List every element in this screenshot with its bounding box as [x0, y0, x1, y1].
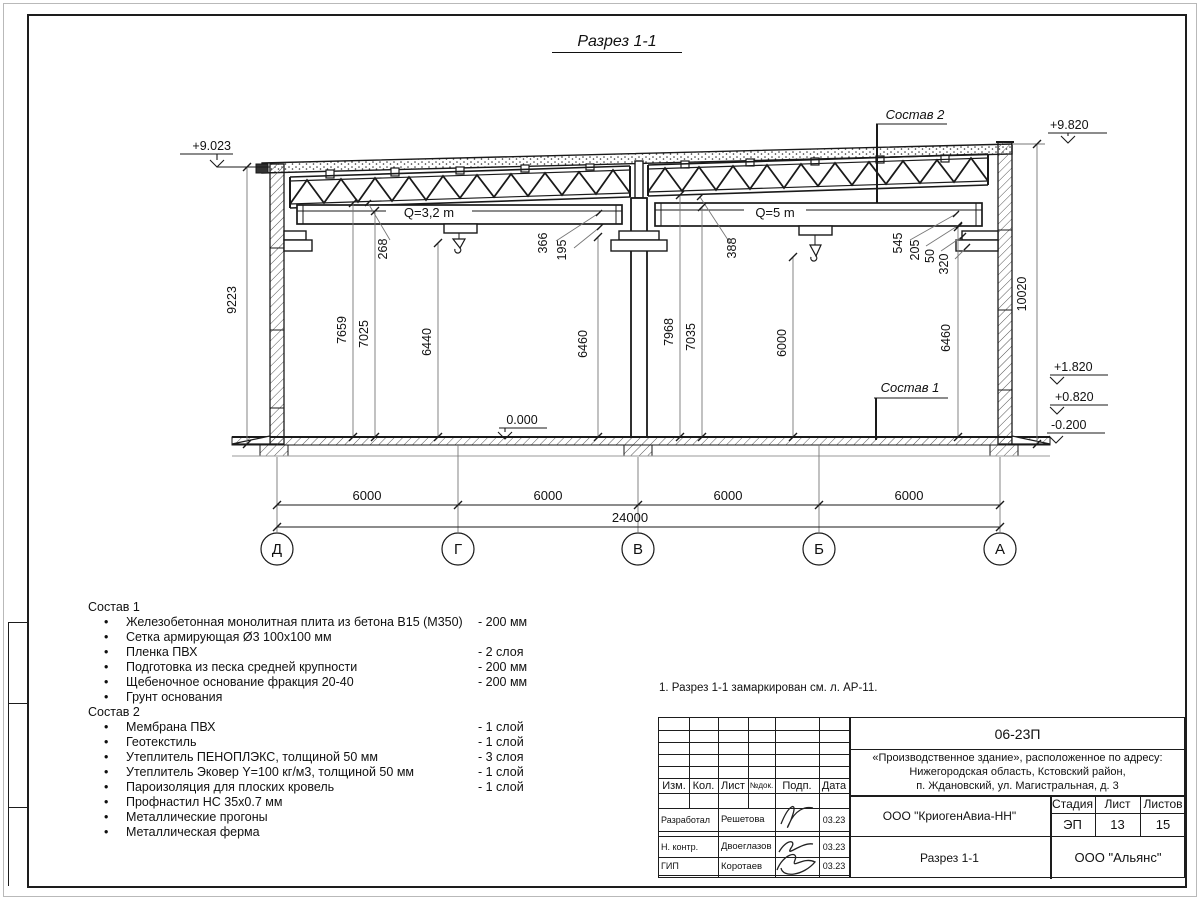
tb-name-2: Двоеглазов: [721, 841, 772, 852]
bullet-icon: •: [104, 810, 109, 824]
dim-9223: 9223: [225, 286, 239, 314]
tb-date-3: 03.23: [822, 861, 846, 871]
list-item: • Пленка ПВХ - 2 слоя: [104, 645, 524, 659]
dim-366: 366: [536, 232, 550, 254]
tb-sheets-label: Листов: [1143, 797, 1183, 811]
signature: [773, 836, 821, 877]
span-dim-1: 6000: [352, 488, 382, 503]
floor: [232, 436, 1050, 456]
tb-name-1: Решетова: [721, 814, 765, 825]
tb-col-izm: Изм.: [662, 779, 686, 792]
axis-label-v: В: [632, 541, 644, 558]
axis-label-g: Г: [453, 541, 463, 558]
axis-label-d: Д: [271, 541, 283, 558]
dim-268: 268: [376, 238, 390, 260]
hoist-right: [799, 226, 832, 261]
list-item: • Металлическая ферма: [104, 825, 260, 839]
ref-sostav1: Состав 1: [880, 380, 940, 395]
bullet-icon: •: [104, 825, 109, 839]
list-item: • Пароизоляция для плоских кровель - 1 слой: [104, 780, 524, 794]
dim-6000-int: 6000: [775, 329, 789, 357]
dim-7035: 7035: [684, 323, 698, 351]
dim-6460-right: 6460: [939, 324, 953, 352]
crane-capacity-right: Q=5 m: [755, 205, 795, 220]
dim-7025: 7025: [357, 320, 371, 348]
dim-50: 50: [923, 249, 937, 263]
bullet-icon: •: [104, 720, 109, 734]
foundation: [624, 445, 652, 456]
tb-col-data: Дата: [821, 779, 847, 792]
dim-545: 545: [891, 232, 905, 254]
elevation-right-top: +9.820: [1050, 118, 1089, 132]
list-item: • Металлические прогоны: [104, 810, 268, 824]
elevation-right-mid: +1.820: [1054, 360, 1093, 374]
drawing-title: Разрез 1-1: [552, 33, 682, 53]
axis-label-a: А: [994, 541, 1006, 558]
list-item: • Железобетонная монолитная плита из бетона В15 (М350) - 200 мм: [104, 615, 528, 629]
dim-195: 195: [555, 239, 569, 261]
tb-org: ООО "Альянс": [1074, 850, 1162, 865]
span-dim-4: 6000: [894, 488, 924, 503]
crane-beam-right: [655, 203, 982, 226]
composition-lists: [88, 600, 548, 840]
list-item: • Мембрана ПВХ - 1 слой: [104, 720, 524, 734]
roof-left-cap: [256, 164, 268, 173]
tb-col-kol: Кол.: [692, 779, 715, 792]
margin-stamp-line: [8, 622, 9, 886]
ref-sostav2: Состав 2: [885, 107, 945, 122]
span-dim-2: 6000: [533, 488, 563, 503]
tb-project-code: 06-23П: [994, 725, 1041, 742]
tb-stage-value: ЭП: [1063, 817, 1082, 832]
tb-sheets-total: 15: [1155, 817, 1171, 832]
tb-col-ndok: №док.: [749, 781, 774, 790]
right-wall: [998, 142, 1012, 444]
list-item: • Грунт основания: [104, 690, 223, 704]
tb-date-1: 03.23: [822, 814, 846, 825]
bullet-icon: •: [104, 780, 109, 794]
span-dim-3: 6000: [713, 488, 743, 503]
bullet-icon: •: [104, 750, 109, 764]
list-item: • Утеплитель ПЕНОПЛЭКС, толщиной 50 мм - 3 слоя: [104, 750, 524, 764]
bullet-icon: •: [104, 645, 109, 659]
bullet-icon: •: [104, 795, 109, 809]
truss-left: [290, 166, 630, 208]
dim-6440: 6440: [420, 328, 434, 356]
bullet-icon: •: [104, 690, 109, 704]
composition2-heading: Состав 2: [88, 705, 140, 719]
tb-sheet-label: Лист: [1104, 797, 1131, 811]
tb-sheet-name: Разрез 1-1: [920, 850, 979, 865]
center-column-post: [635, 161, 643, 198]
bullet-icon: •: [104, 660, 109, 674]
total-dim: 24000: [611, 510, 649, 525]
dim-320: 320: [937, 253, 951, 275]
dim-388: 388: [725, 237, 739, 259]
list-item: • Геотекстиль - 1 слой: [104, 735, 524, 749]
list-item: • Утеплитель Эковер Y=100 кг/м3, толщиной 50 мм - 1 слой: [104, 765, 524, 779]
bullet-icon: •: [104, 765, 109, 779]
bullet-icon: •: [104, 735, 109, 749]
sheet-note: 1. Разрез 1-1 замаркирован см. л. АР-11.: [659, 682, 878, 694]
axis-bubbles: [261, 533, 1016, 565]
bottom-dimensions: [273, 445, 1004, 532]
signature: [775, 796, 819, 836]
list-item: • Подготовка из песка средней крупности - 200 мм: [104, 660, 528, 674]
bullet-icon: •: [104, 675, 109, 689]
foundation: [260, 445, 288, 456]
dim-10020: 10020: [1015, 276, 1029, 312]
axis-label-b: Б: [814, 541, 824, 558]
left-wall: [270, 164, 284, 444]
list-item: • Щебеночное основание фракция 20-40 - 200 мм: [104, 675, 528, 689]
dim-7659: 7659: [335, 316, 349, 344]
list-item: • Профнастил НС 35х0.7 мм: [104, 795, 283, 809]
elevation-right-ground: -0.200: [1051, 418, 1087, 432]
hoist-left: [444, 224, 477, 253]
tb-object: «Производственное здание», расположенное по адресу: Нижегородская область, Кстовский район, п. Ждановский, ул. Магистральная, д. 3: [872, 752, 1163, 792]
foundation: [990, 445, 1018, 456]
tb-company: ООО "КриогенАвиа-НН": [882, 808, 1017, 823]
margin-stamp-line: [8, 807, 27, 808]
dim-7968: 7968: [662, 318, 676, 346]
tb-sheet-number: 13: [1110, 817, 1125, 832]
tb-role-1: Разработал: [661, 814, 710, 825]
tb-role-3: ГИП: [661, 861, 679, 871]
tb-name-3: Коротаев: [721, 860, 763, 872]
dim-205: 205: [908, 239, 922, 261]
tb-role-2: Н. контр.: [661, 841, 699, 852]
elevation-floor: 0.000: [506, 413, 538, 427]
composition1-heading: Состав 1: [88, 600, 140, 614]
list-item: • Сетка армирующая Ø3 100х100 мм: [104, 630, 332, 644]
tb-date-2: 03.23: [822, 841, 846, 852]
bullet-icon: •: [104, 630, 109, 644]
title-block: [658, 717, 1185, 878]
elevation-right-low: +0.820: [1055, 390, 1094, 404]
tb-col-podp: Подп.: [782, 779, 812, 792]
tb-stage-label: Стадия: [1052, 797, 1093, 811]
tb-col-list: Лист: [721, 779, 745, 792]
crane-capacity-left: Q=3,2 m: [403, 205, 455, 220]
bullet-icon: •: [104, 615, 109, 629]
margin-stamp-line: [8, 622, 27, 623]
dim-6460-left: 6460: [576, 330, 590, 358]
margin-stamp-line: [8, 703, 27, 704]
elevation-left-top: +9.023: [192, 139, 231, 153]
